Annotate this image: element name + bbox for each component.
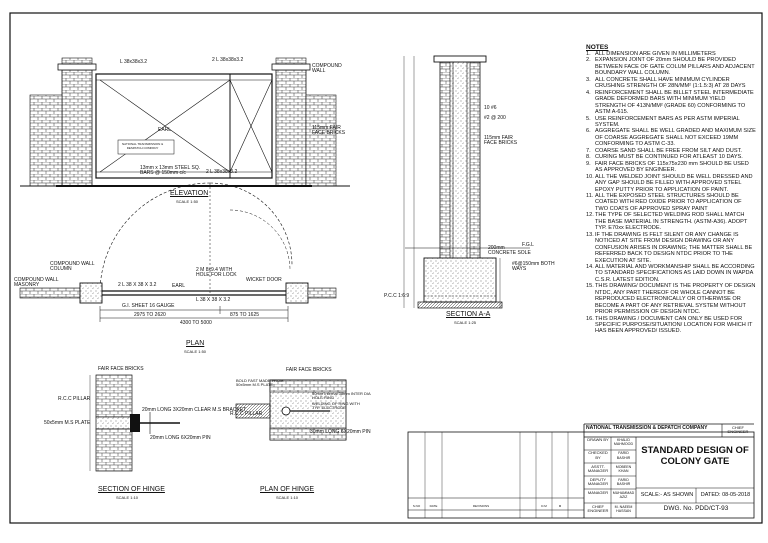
hinge-plan-title: PLAN OF HINGE	[260, 486, 315, 493]
signatory-role: ASSTT. MANAGER	[587, 463, 609, 473]
hinge-plan-bolt: BOLD FAST MADE FROM 50x5mm M.S PLATE	[236, 378, 284, 388]
elevation-scale: SCALE 1:50	[176, 199, 199, 204]
notes-title: NOTES	[586, 44, 609, 51]
plan-left-column	[80, 283, 102, 303]
elevation-title: ELEVATION	[170, 190, 209, 197]
note-text: ALL MATERIAL AND WORKMANSHIP SHALL BE ACCORDING TO STANDARD SPECIFICATIONS AS LAID DOWN IN WAPDA C.S.R. LATEST EDITION.	[595, 263, 755, 283]
note-text: THIS DRAWING / DOCUMENT CAN ONLY BE USED FOR SPECIFIC PURPOSE/SITUATION/ LOCATION FOR WHICH IT HAS BEEN APPROVED/ ISSUED.	[595, 315, 753, 335]
hinge-sec-fair-face: FAIR FACE BRICKS	[98, 366, 144, 372]
hinge-section-drawing	[90, 375, 180, 471]
note-text: CURING MUST BE CONTINUED FOR ATLEAST 10 DAYS.	[595, 154, 743, 161]
hinge-section-scale: SCALE 1:10	[116, 495, 139, 500]
tb-company: NATIONAL TRANSMISSION & DEPATCH COMPANY	[586, 425, 708, 431]
note-text: ALL CONCRETE SHALL HAVE MINIMUM CYLINDER CRUSHING STRENGTH OF 28N/MM² (1:1.5:3) AT 28 DAYS	[595, 76, 746, 90]
revision-header: REVISIONS	[472, 504, 490, 508]
note-number: 12.	[586, 212, 594, 219]
note-item	[586, 283, 756, 315]
note-text: USE REINFORCEMENT BARS AS PER ASTM IMPERIAL SYSTEM.	[595, 115, 740, 128]
hinge-sec-pin: 20mm LONG 6X20mm PIN	[150, 435, 211, 441]
note-text: FAIR FACE BRICKS OF 115x75x230 mm SHOULD BE USED AS APPROVED BY ENGINEER.	[595, 160, 749, 174]
note-item	[586, 232, 756, 264]
section-fgl: F.G.L	[522, 242, 534, 248]
elev-earl: EARL	[158, 127, 172, 133]
note-number: 8.	[586, 154, 591, 161]
signatory-role: CHECKED BY	[588, 450, 608, 460]
note-item	[586, 161, 756, 174]
note-number: 6.	[586, 128, 591, 135]
note-number: 7.	[586, 147, 591, 154]
tb-dwg-no: DWG. No. PDD/CT-93	[663, 505, 729, 512]
hinge-plan-ring: 50mm Internal 38mm INTER DIA HOLE RING	[312, 391, 371, 401]
hinge-sec-bracket: 20mm LONG 3X20mm CLEAR M.S BRACKET	[142, 407, 247, 413]
plan-pipe: 2 M 8x9.4 WITH HOLE FOR LOCK	[196, 267, 237, 278]
section-fair-face: 115mm FAIR FACE BRICKS	[484, 135, 518, 146]
plan-earl: EARL	[172, 283, 186, 289]
note-number: 10.	[586, 173, 594, 180]
note-item	[586, 212, 756, 231]
signatory-role: DEPUTY MANAGER	[587, 476, 609, 487]
note-number: 4.	[586, 89, 591, 96]
signatory-name: KHALID MAHMOOD	[613, 438, 634, 447]
note-text: REINFORCEMENT SHALL BE BILLET STEEL INTERMEDIATE GRADE DEFORMED BARS WITH MINIMUM YIELD STRENGTH OF 413N/MM² (GRADE 60) CONFORMING TO ASTM A-615.	[595, 89, 754, 116]
section-both-ways: #6@150mm BOTH WAYS	[512, 261, 555, 272]
hinge-section-title: SECTION OF HINGE	[98, 486, 165, 493]
elev-board-text: NATIONAL TRANSMISSION & DESPATCH COMPANY	[122, 142, 164, 150]
tb-company-short: CHIEF ENGINEER	[727, 425, 749, 435]
section-bars-2: #2 @ 200	[484, 115, 506, 121]
note-number: 3.	[586, 76, 591, 83]
plan-compound-masonry: COMPOUND WALL MASONRY	[14, 277, 59, 288]
note-item	[586, 77, 756, 90]
note-item	[586, 128, 756, 147]
section-footing	[424, 258, 496, 302]
note-number: 16.	[586, 315, 594, 322]
signatory-role: DRAWN BY	[587, 437, 609, 442]
section-scale: SCALE 1:25	[454, 320, 477, 325]
note-text: IF THE DRAWING IS FELT SILENT OR ANY CHANGE IS NOTICED AT SITE FROM DESIGN DRAWING OR ANY CONFUSION ARISES IN DRAWING; THE MATTER SHALL BE REFERRED BACK TO DESIGN NTDC PRIOR TO THE EXECUTION AT SITE.	[595, 231, 753, 264]
note-number: 5.	[586, 115, 591, 122]
hinge-plan-scale: SCALE 1:10	[276, 495, 299, 500]
elev-angle-bottom: 2 L 38x38x3.2	[206, 169, 238, 175]
section-bars-1: 10 #6	[484, 105, 497, 111]
plan-angle-1: 2 L 38 X 38 X 3.2	[118, 282, 157, 288]
plan-title: PLAN	[186, 340, 205, 347]
elev-steel-bars: 13mm x 13mm STEEL SQ. BARS @ 150mm c/c	[140, 165, 201, 176]
note-number: 11.	[586, 192, 594, 199]
note-text: ALL THE WELDED JOINT SHOULD BE WELL DRESSED AND ANY GAP SHOULD BE FILLED WITH APPROVED STEEL EPOXY PUTTY PRIOR TO APPLICATION OF PAINT.	[595, 173, 753, 193]
note-number: 9.	[586, 160, 591, 167]
note-text: ALL THE EXPOSED STEEL STRUCTURES SHOULD BE COATED WITH RED OXIDE PRIOR TO APPLICATION OF TWO COATS OF APPROVED SPRAY PAINT	[595, 192, 742, 212]
note-item	[586, 264, 756, 283]
plan-dim-left: 2975 TO 2620	[134, 312, 166, 318]
note-text: THIS DRAWING/ DOCUMENT IS THE PROPERTY OF DESIGN NTDC, ANY PART THEREOF OR WHOLE CANNOT BE REPRODUCED ELECTRONICALLY OR OTHERWISE OR BECOME A PART OF ANY RETRIEVAL SYSTEM WITHOUT PRIOR PERMISSION OF DESIGN NTDC.	[595, 283, 756, 316]
hinge-plan-pin: 30mm LONG 6X20mm PIN	[310, 429, 371, 435]
hinge-plan-welding: WELDING OF RING WITH TYP. ELECTRODE	[312, 401, 360, 411]
note-item	[586, 57, 756, 76]
note-item	[586, 174, 756, 193]
plan-wicket-door: WICKET DOOR	[246, 277, 282, 283]
section-pcc: P.C.C 1:6:9	[384, 293, 410, 299]
note-item	[586, 116, 756, 129]
right-brick-pillar	[276, 70, 306, 186]
plan-right-column	[286, 283, 308, 303]
left-brick-pillar	[62, 70, 92, 186]
elev-fair-face: 115mm FAIR FACE BRICKS	[312, 125, 346, 136]
note-number: 14.	[586, 263, 594, 270]
section-title: SECTION A-A	[446, 311, 491, 318]
signatory-name: FARID BASHIR	[616, 477, 631, 487]
note-item	[586, 90, 756, 116]
signatory-name: MUHAMMAD AZIZ	[612, 491, 635, 500]
hinge-sec-plate: 50x5mm M.S PLATE	[44, 420, 91, 426]
signatory-name: FARID BASHIR	[616, 451, 631, 460]
hinge-sec-rcc: R.C.C PILLAR	[58, 396, 91, 402]
hinge-plan-fair-face: FAIR FACE BRICKS	[286, 367, 332, 373]
tb-drawing-title: STANDARD DESIGN OF COLONY GATE	[641, 445, 749, 467]
plan-scale: SCALE 1:50	[184, 349, 207, 354]
note-number: 15.	[586, 283, 594, 290]
signatory-name: M. NAEEM HASSAN	[614, 504, 633, 513]
hinge-plan-rcc: R.C.C PILLAR	[230, 411, 263, 417]
plan-dim-total: 4300 TO 5000	[180, 320, 212, 326]
note-text: EXPANSION JOINT OF 20mm SHOULD BE PROVIDED BETWEEN FACE OF GATE COLUM PILLARS AND ADJACENT BOUNDARY WALL COLUMN.	[595, 57, 755, 77]
note-text: THE TYPE OF SELECTED WELDING ROD SHALL MATCH THE BASE MATERIAL IN STRENGTH. (ASTM-A36). ADOPT TYP. E70xx ELECTRODE.	[595, 212, 748, 232]
note-text: ALL DIMENSION ARE GIVEN IN MILLIMETERS	[595, 51, 716, 57]
plan-compound-column: COMPOUND WALL COLUMN	[50, 261, 95, 272]
elev-angle-top-right: 2 L 38x38x3.2	[212, 57, 244, 63]
plan-angle-2: L 38 X 38 X 3.2	[196, 297, 231, 303]
note-text: AGGREGATE SHALL BE WELL GRADED AND MAXIMUM SIZE OF COARSE AGGREGATE SHALL NOT EXCEED 19MM CONFORMING TO ASTM C-33.	[595, 128, 756, 148]
note-item	[586, 316, 756, 335]
elev-angle-top-left: L 38x38x3.2	[120, 59, 148, 65]
signatory-role: MANAGER	[587, 490, 609, 496]
note-text: COARSE SAND SHALL BE FREE FROM SILT AND DUST.	[595, 147, 742, 154]
section-concrete-sole: 200mm CONCRETE SOLE	[488, 245, 531, 256]
revision-header: M	[558, 504, 562, 508]
revision-header: S.NO	[412, 504, 421, 508]
signatory-name: MOBEEN KHAN	[615, 464, 632, 473]
notes-block	[586, 44, 756, 335]
note-number: 1.	[586, 51, 591, 57]
signatory-role: CHIEF ENGINEER	[587, 503, 609, 513]
plan-gi-sheet: G.I. SHEET 16 GAUGE	[122, 303, 175, 309]
elev-compound-wall: COMPOUND WALL	[312, 63, 342, 74]
plan-dim-mid: 875 TO 1625	[230, 312, 260, 318]
note-number: 2.	[586, 57, 591, 64]
tb-dated: DATED: 08-05-2018	[700, 492, 751, 498]
notes-list	[586, 51, 756, 335]
note-item	[586, 193, 756, 212]
gate-frame	[96, 74, 272, 178]
tb-scale: SCALE:- AS SHOWN	[640, 492, 694, 498]
revision-header: DATE	[429, 504, 438, 508]
note-number: 13.	[586, 231, 594, 238]
revision-header: D.M	[541, 504, 547, 508]
